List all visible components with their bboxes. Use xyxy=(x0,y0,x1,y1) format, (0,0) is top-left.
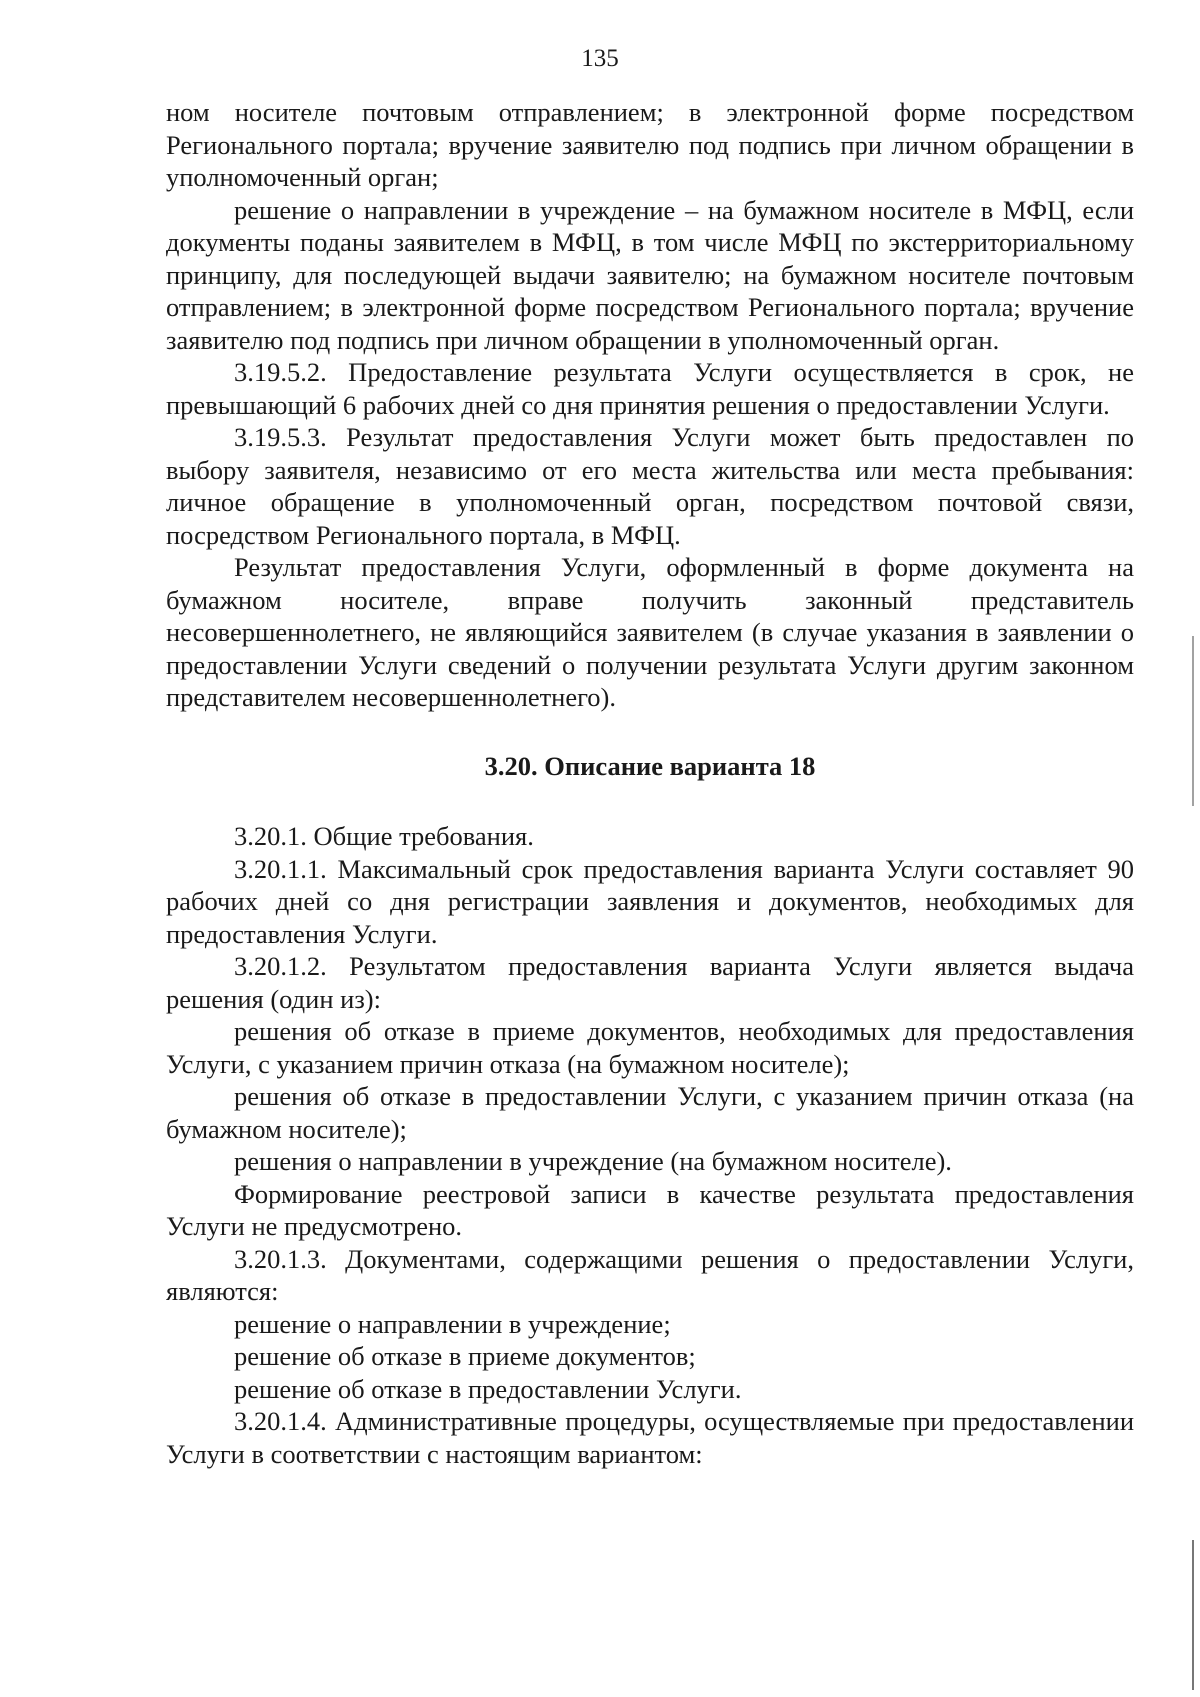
paragraph: 3.20.1.3. Документами, содержащими решения о предоставлении Услуги, являются: xyxy=(166,1243,1134,1306)
list-item: решения об отказе в предоставлении Услуги, с указанием причин отказа (на бумажном носителе); xyxy=(166,1081,1134,1144)
document-body xyxy=(166,96,1134,1470)
paragraph: 3.20.1.2. Результатом предоставления варианта Услуги является выдача решения (один из): xyxy=(166,951,1134,1014)
section-3-20 xyxy=(166,820,1134,1470)
paragraph: 3.20.1. Общие требования. xyxy=(234,821,534,851)
list-item: решения об отказе в приеме документов, необходимых для предоставления Услуги, с указанием причин отказа (на бумажном носителе); xyxy=(166,1016,1134,1079)
paragraph: Результат предоставления Услуги, оформленный в форме документа на бумажном носителе, вправе получить законный представитель несовершеннолетнего, не являющийся заявителем (в случае указания в заявлении о предоставлении Услуги сведений о получении результата Услуги другим законном представителем несовершеннолетнего). xyxy=(166,552,1134,712)
list-item: решение об отказе в предоставлении Услуги. xyxy=(234,1373,742,1404)
scan-edge-mark xyxy=(1192,1540,1194,1690)
section-3-19-continued xyxy=(166,96,1134,714)
list-item: решение об отказе в приеме документов; xyxy=(234,1341,696,1371)
scan-edge-mark xyxy=(1192,636,1194,806)
paragraph: ном носителе почтовым отправлением; в электронной форме посредством Регионального портала; вручение заявителю под подпись при личном обращении в уполномоченный орган; xyxy=(166,97,1134,192)
paragraph: решение о направлении в учреждение – на бумажном носителе в МФЦ, если документы поданы заявителем в МФЦ, в том числе МФЦ по экстерриториальному принципу, для последующей выдачи заявителю; на бумажном носителе почтовым отправлением; в электронной форме посредством Регионального портала; вручение заявителю под подпись при личном обращении в уполномоченный орган. xyxy=(166,194,1134,355)
paragraph: 3.19.5.2. Предоставление результата Услуги осуществляется в срок, не превышающий 6 рабочих дней со дня принятия решения о предоставлении Услуги. xyxy=(166,357,1134,420)
section-heading: 3.20. Описание варианта 18 xyxy=(484,750,816,781)
paragraph: 3.20.1.4. Административные процедуры, осуществляемые при предоставлении Услуги в соответствии с настоящим вариантом: xyxy=(166,1406,1134,1469)
list-item: решение о направлении в учреждение; xyxy=(234,1308,671,1339)
list-item: решения о направлении в учреждение (на бумажном носителе). xyxy=(234,1146,952,1176)
paragraph: Формирование реестровой записи в качестве результата предоставления Услуги не предусмотрено. xyxy=(166,1178,1134,1241)
paragraph: 3.19.5.3. Результат предоставления Услуги может быть предоставлен по выбору заявителя, независимо от его места жительства или места пребывания: личное обращение в уполномоченный орган, посредством почтовой связи, посредством Регионального портала, в МФЦ. xyxy=(166,422,1134,550)
paragraph: 3.20.1.1. Максимальный срок предоставления варианта Услуги составляет 90 рабочих дней со дня регистрации заявления и документов, необходимых для предоставления Услуги. xyxy=(166,853,1134,949)
page-number: 135 xyxy=(581,45,619,72)
